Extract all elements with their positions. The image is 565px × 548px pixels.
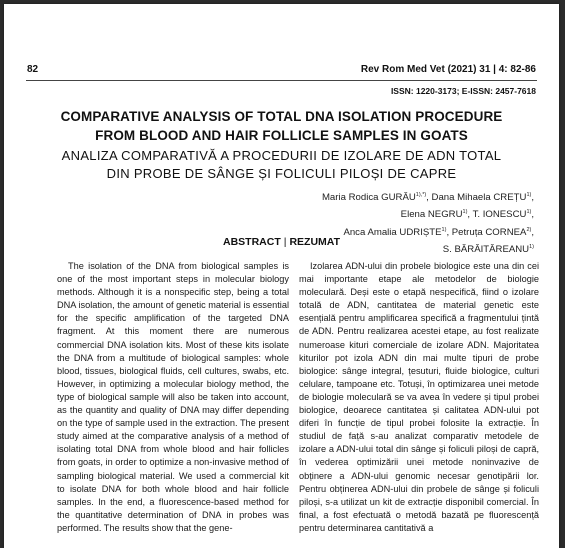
issn-line: ISSN: 1220-3173; E-ISSN: 2457-7618	[390, 86, 536, 96]
author-affiliation: 2)	[526, 226, 532, 233]
author-line-1: Maria Rodica $GURĂU^{1),*)}$, Dana Mihaela CREȚU$^{1)}$,	[321, 192, 534, 204]
title-romanian	[4, 147, 559, 183]
abstract-heading-en: ABSTRACT	[222, 236, 281, 248]
title-english	[4, 107, 559, 145]
abstract-romanian-text: Izolarea ADN-ului din probele biologice este una din cei mai importante etape ale metodelor de biologie moleculară. Deși este o etapă nespecifică, fiind o izolare totală de ADN, cantitatea de material genetic este esențială pentru amplificarea specifică a fragmentului țintă de ADN. Pentru realizarea acestei etape, au fost realizate numeroase kituri comerciale de izolare ADN. Majoritatea kiturilor pot izola ADN din mai multe tipuri de probe biologice: sânge integral, țesuturi, fluide biologice, culturi celulare, tampoane etc. Totuși, în optimizarea unei metode de biologie moleculară se va avea în vedere și tipul probei biologice, deoarece cantitatea și calitatea ADN-ului pot diferi în funcție de tipul probei folosite la extracție. În studiul de față s-au analizat comparativ metodele de izolare a ADN-ului total din sânge și foliculi piloși de capră, în vederea optimizării unei metode noninvazive de obținere a ADN-ului genomic necesar genotipării lor. Pentru obținerea ADN-ului din probele de sânge și foliculi piloși, s-a utilizat un kit de extracție disponibil comercial. În final, a fost efectuată o metodă bazată pe fluorescență pentru determinarea cantitativă a	[299, 261, 539, 533]
author-affiliation: 1)	[526, 209, 532, 216]
author-affiliation: 1)	[441, 226, 447, 233]
author-name: Maria Rodica GURĂU	[321, 192, 416, 204]
title-romanian-line-2: DIN PROBE DE SÂNGE ȘI FOLICULI PILOȘI DE CAPRE	[106, 166, 457, 181]
author-name: Anca Amalia UDRIȘTE	[343, 226, 442, 238]
abstract-english-text: The isolation of the DNA from biological samples is one of the most important steps in molecular biology methods. Although it is a nonspecific step, being a total DNA isolation, the amount of genetic material is essential for the specific amplification of the targeted DNA fragment. At this moment there are numerous commercial DNA isolation kits. Most of these kits isolate the DNA from a multitude of biological samples: whole blood, tissues, biological fluids, cell cultures, swabs, etc. However, in optimizing a molecular biology method, the type of biological sample will also be taken into account, as the quantity and quality of DNA may differ depending on the type of sample used in the extraction. The present study aimed at the comparative analysis of a method of isolating total DNA from whole blood and hair follicles from goats, in order to optimize a non-invasive method of sampling biological material. We used a commercial kit to isolate DNA for both whole blood and hair follicle samples. In the end, a fluorescence-based method for the quantitative determination of DNA in probes was performed. The results show that the gene-	[57, 261, 289, 533]
journal-citation: Rev Rom Med Vet (2021) 31 | 4: 82-86	[360, 64, 536, 75]
author-affiliation: 1)	[462, 209, 468, 216]
author-name: Elena NEGRU	[400, 209, 463, 221]
title-romanian-line-1: ANALIZA COMPARATIVĂ A PROCEDURII DE IZOLARE DE ADN TOTAL	[61, 148, 502, 163]
pdf-page	[4, 4, 559, 548]
author-name: Petruța CORNEA	[451, 226, 527, 238]
author-affiliation: 1)	[526, 192, 532, 198]
author-name: Dana Mihaela CREȚU	[431, 192, 527, 204]
author-line-3: Anca Amalia UDRIȘTE$^{1)}$, Petruța CORNEA$^{2)}$,	[343, 226, 534, 238]
header-rule	[26, 80, 537, 81]
abstract-heading-ro: REZUMAT	[289, 236, 341, 248]
author-name: S. BĂRĂITĂREANU	[442, 244, 530, 256]
author-name: T. IONESCU	[472, 209, 527, 221]
title-english-line-1: COMPARATIVE ANALYSIS OF TOTAL DNA ISOLATION PROCEDURE	[60, 109, 503, 124]
author-line-2: Elena NEGRU$^{1)}$, T. IONESCU$^{1)}$,	[400, 209, 534, 221]
abstract-heading-separator: |	[283, 236, 287, 248]
author-affiliation: 1),*)	[415, 192, 427, 198]
author-affiliation: 1)	[529, 244, 534, 251]
title-english-line-2: FROM BLOOD AND HAIR FOLLICLE SAMPLES IN GOATS	[95, 128, 468, 143]
page-number: 82	[27, 64, 39, 75]
